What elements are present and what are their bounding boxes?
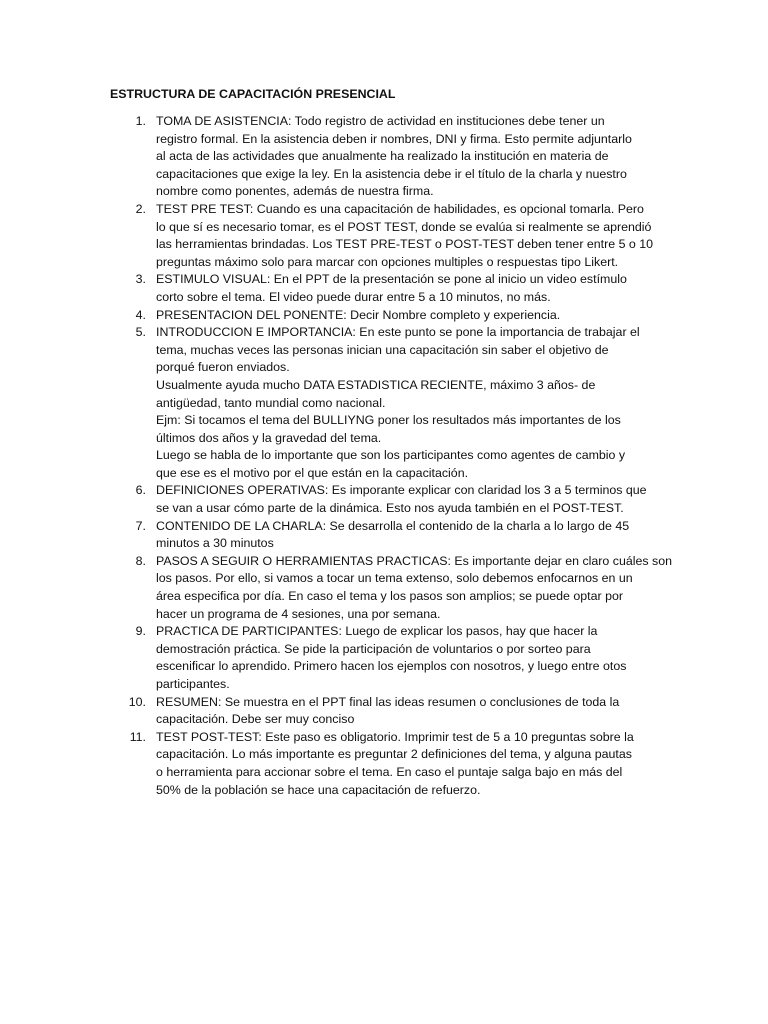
list-item-text-line: CONTENIDO DE LA CHARLA: Se desarrolla el contenido de la charla a lo largo de 45	[156, 518, 630, 533]
list-item-number: 7.	[135, 518, 146, 533]
list-item	[0, 623, 660, 693]
list-item-text-line: Ejm: Si tocamos el tema del BULLIYNG poner los resultados más importantes de los	[156, 413, 621, 428]
list-item-text-line: PASOS A SEGUIR O HERRAMIENTAS PRACTICAS: Es importante dejar en claro cuáles son	[156, 553, 672, 568]
list-item	[0, 518, 660, 553]
list-item-number: 1.	[135, 114, 146, 128]
list-item-text-line: porqué fueron enviados.	[156, 360, 290, 375]
list-item-text-line: tema, muchas veces las personas inician una capacitación sin saber el objetivo de	[156, 342, 609, 357]
list-item-text-line: o herramienta para accionar sobre el tema. En caso el puntaje salga bajo en más del	[156, 764, 623, 779]
list-item	[0, 307, 660, 325]
list-item	[0, 324, 660, 482]
list-item-text-line: capacitación. Lo más importante es preguntar 2 definiciones del tema, y alguna pautas	[156, 747, 632, 762]
list-item-text-line: minutos a 30 minutos	[156, 536, 274, 551]
list-item-text-line: nombre como ponentes, además de nuestra firma.	[156, 184, 434, 199]
list-item-text-line: PRACTICA DE PARTICIPANTES: Luego de explicar los pasos, hay que hacer la	[156, 624, 598, 639]
list-item-text-line: ESTIMULO VISUAL: En el PPT de la presentación se pone al inicio un video estímulo	[156, 272, 627, 287]
list-item-text-line: lo que sí es necesario tomar, es el POST TEST, donde se evalúa si realmente se aprendió	[156, 219, 652, 234]
list-item-text-line: RESUMEN: Se muestra en el PPT final las ideas resumen o conclusiones de toda la	[156, 694, 620, 709]
list-item-text-line: corto sobre el tema. El video puede durar entre 5 a 10 minutos, no más.	[156, 289, 551, 304]
list-item-text-line: las herramientas brindadas. Los TEST PRE-TEST o POST-TEST deben tener entre 5 o 10	[156, 237, 654, 252]
list-item-number: 4.	[135, 307, 146, 322]
list-item-text-line: al acta de las actividades que anualmente ha realizado la institución en materia de	[156, 149, 609, 164]
list-item-text-line: TEST POST-TEST: Este paso es obligatorio. Imprimir test de 5 a 10 preguntas sobre la	[156, 729, 634, 744]
list-item	[0, 553, 672, 623]
list-item-text-line: demostración práctica. Se pide la participación de voluntarios o por sorteo para	[156, 641, 591, 656]
list-item	[0, 113, 660, 201]
document-title: ESTRUCTURA DE CAPACITACIÓN PRESENCIAL	[110, 87, 396, 101]
list-item	[0, 201, 660, 271]
list-item-text-line: Luego se habla de lo importante que son los participantes como agentes de cambio y	[156, 448, 626, 463]
list-item-text-line: TEST PRE TEST: Cuando es una capacitación de habilidades, es opcional tomarla. Pero	[156, 201, 644, 216]
list-item-text-line: preguntas máximo solo para marcar con opciones multiples o respuestas tipo Likert.	[156, 254, 619, 269]
list-item	[0, 694, 660, 729]
list-item	[0, 482, 660, 517]
list-item-text-line: capacitación. Debe ser muy conciso	[156, 712, 355, 727]
list-item-text-line: 50% de la población se hace una capacitación de refuerzo.	[156, 782, 481, 797]
list-item-number: 2.	[135, 201, 146, 216]
list-item-number: 3.	[135, 272, 146, 287]
list-item-text-line: se van a usar cómo parte de la dinámica. Esto nos ayuda también en el POST-TEST.	[156, 501, 624, 516]
list-item-text-line: DEFINICIONES OPERATIVAS: Es imporante explicar con claridad los 3 a 5 terminos que	[156, 483, 647, 498]
list-item-text-line: antigüedad, tanto mundial como nacional.	[156, 395, 386, 410]
list-item-number: 8.	[135, 553, 146, 568]
list-item-text-line: registro formal. En la asistencia deben ir nombres, DNI y firma. Esto permite adjuntarlo	[156, 131, 632, 146]
list-item-text-line: últimos dos años y la gravedad del tema.	[156, 430, 382, 445]
list-item-text-line: INTRODUCCION E IMPORTANCIA: En este punto se pone la importancia de trabajar el	[156, 325, 640, 340]
list-item	[0, 271, 660, 306]
list-item-text-line: que ese es el motivo por el que están en la capacitación.	[156, 465, 469, 480]
list-item-text-line: área especifica por día. En caso el tema y los pasos son amplios; se puede optar por	[156, 589, 623, 604]
list-item	[0, 729, 660, 799]
list-item-text-line: capacitaciones que exige la ley. En la asistencia debe ir el título de la charla y nuestro	[156, 166, 627, 181]
list-item-text-line: PRESENTACION DEL PONENTE: Decir Nombre completo y experiencia.	[156, 307, 561, 322]
list-item-text-line: hacer un programa de 4 sesiones, una por semana.	[156, 606, 441, 621]
list-item-text-line: escenificar lo aprendido. Primero hacen los ejemplos con nosotros, y luego entre otos	[156, 659, 627, 674]
numbered-list	[0, 113, 768, 799]
list-item-text-line: TOMA DE ASISTENCIA: Todo registro de actividad en instituciones debe tener un	[156, 114, 605, 128]
list-item-text-line: Usualmente ayuda mucho DATA ESTADISTICA RECIENTE, máximo 3 años- de	[156, 377, 596, 392]
list-item-number: 5.	[135, 325, 146, 340]
list-item-text-line: participantes.	[156, 677, 230, 691]
list-item-text-line: los pasos. Por ello, si vamos a tocar un tema extenso, solo debemos enfocarnos en un	[156, 571, 633, 586]
list-item-number: 11.	[129, 729, 146, 744]
list-item-number: 9.	[135, 624, 146, 639]
list-item-number: 10.	[128, 694, 146, 709]
list-item-number: 6.	[135, 483, 146, 498]
